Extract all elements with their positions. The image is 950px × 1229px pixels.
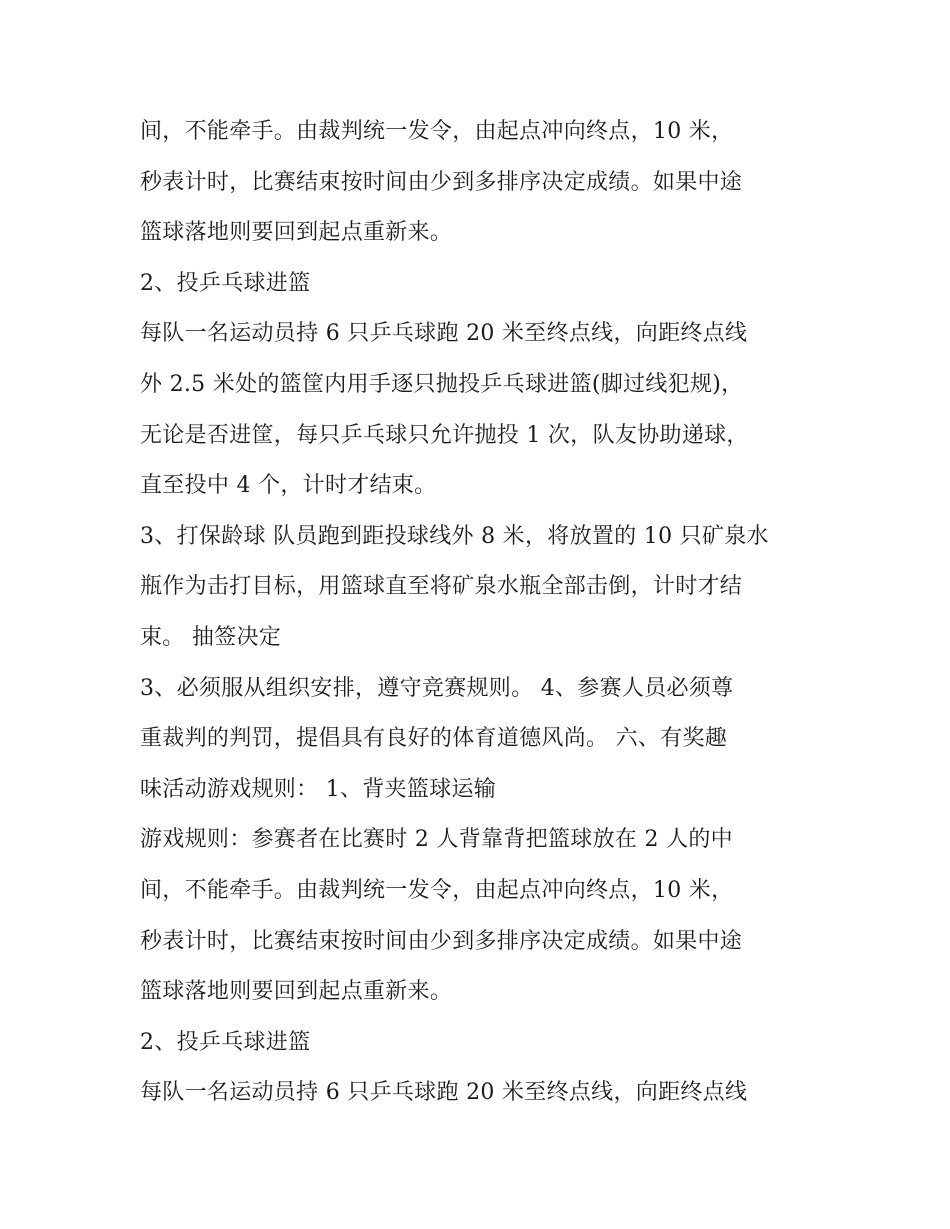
section-heading: 2、投乒乓球进篮 [140,1029,311,1055]
text-line: 秒表计时，比赛结束按时间由少到多排序决定成绩。如果中途 [140,169,743,195]
text-line: 游戏规则：参赛者在比赛时 2 人背靠背把篮球放在 2 人的中 [140,827,733,853]
text-line: 3、打保龄球 队员跑到距投球线外 8 米，将放置的 10 只矿泉水 [140,523,769,549]
text-line: 重裁判的判罚，提倡具有良好的体育道德风尚。 六、有奖趣 [140,726,728,752]
text-line: 每队一名运动员持 6 只乒乓球跑 20 米至终点线，向距终点线 [140,321,748,347]
text-line: 篮球落地则要回到起点重新来。 [140,220,453,246]
text-line: 无论是否进筐，每只乒乓球只允许抛投 1 次，队友协助递球， [140,422,749,448]
text-line: 篮球落地则要回到起点重新来。 [140,979,453,1005]
text-line: 外 2.5 米处的篮筐内用手逐只抛投乒乓球进篮(脚过线犯规)， [140,371,744,397]
document-body [140,110,840,1122]
text-line: 直至投中 4 个，计时才结束。 [140,473,437,499]
text-line: 束。 抽签决定 [140,624,282,650]
text-line: 每队一名运动员持 6 只乒乓球跑 20 米至终点线，向距终点线 [140,1080,748,1106]
text-line: 秒表计时，比赛结束按时间由少到多排序决定成绩。如果中途 [140,928,743,954]
text-line: 瓶作为击打目标，用篮球直至将矿泉水瓶全部击倒，计时才结 [140,574,743,600]
text-line: 间，不能牵手。由裁判统一发令，由起点冲向终点，10 米， [140,877,734,903]
text-line: 3、必须服从组织安排，遵守竞赛规则。 4、参赛人员必须尊 [140,675,734,701]
text-line: 味活动游戏规则： 1、背夹篮球运输 [140,776,497,802]
text-line: 间，不能牵手。由裁判统一发令，由起点冲向终点，10 米， [140,119,734,144]
section-heading: 2、投乒乓球进篮 [140,270,311,296]
